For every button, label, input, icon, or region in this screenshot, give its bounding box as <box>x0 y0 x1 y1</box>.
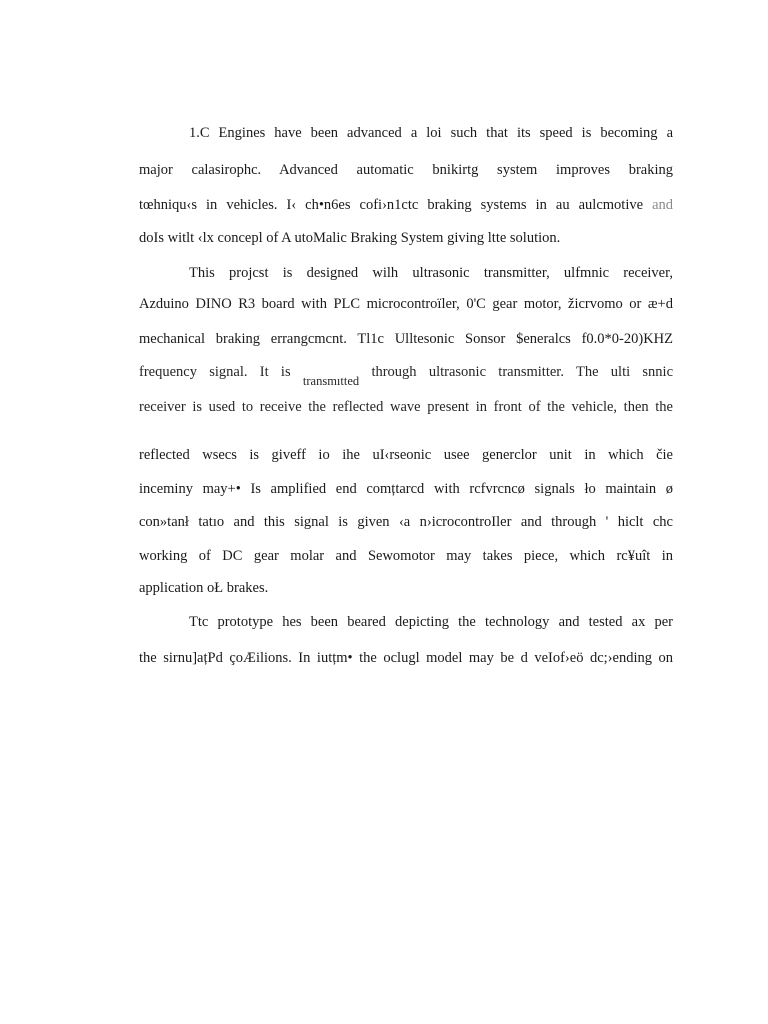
paragraph-2-frequency-line <box>139 361 674 388</box>
paragraph-2-line-1: This projcst is designed wilh ultrasonic transmitter, ulfmnic receiver, <box>189 265 673 281</box>
transmitted-word: transmıtted <box>302 374 360 388</box>
paragraph-4-line-2: the sirnu]ațPd çoÆilions. In iutțm• the oclugl model may be d veIof›eö dc;›ending on <box>139 650 673 666</box>
faint-word: and <box>652 197 674 213</box>
paragraph-2-line-3: mechanical braking errangcmcnt. Tl1c Ulltesonic Sonsor $eneralcs f0.0*0-20)KHZ <box>139 331 673 347</box>
paragraph-1-line-4: doIs witlt ‹lx concepl of A utoMalic Braking System giving ltte solution. <box>139 230 561 246</box>
paragraph-3-line-5: application oŁ brakes. <box>139 580 269 596</box>
paragraph-3-line-3: con»tanł tatıo and this signal is given ‹a n›icrocontroIler and through ' hiclt chc <box>139 514 673 530</box>
paragraph-3-line-1: reflected wsecs is giveff io ihe uI‹rseonic usee generclor unit in which čie <box>139 447 673 463</box>
paragraph-4-line-1: Ttc prototype hes been beared depicting the technology and tested ax per <box>189 614 673 630</box>
paragraph-3-line-2: inceminy may+• Is amplified end comțtarcd with rcfvrcncø signals ło maintain ø <box>139 481 673 497</box>
paragraph-2-receiver-line: receiver is used to receive the reflected wave present in front of the vehicle, then the <box>139 399 673 415</box>
paragraph-1-line-3 <box>139 194 673 216</box>
paragraph-1-line-1: 1.C Engines have been advanced a loi such that its speed is becoming a <box>189 125 673 141</box>
paragraph-1-line-2: major calasirophc. Advanced automatic bnikirtg system improves braking <box>139 162 673 178</box>
frequency-line-end: through ultrasonic transmitter. The ulti snnic <box>371 364 674 380</box>
frequency-line-start: frequency signal. It is <box>139 364 291 380</box>
paragraph-2-line-2: Azduino DINO R3 board with PLC microcontroïler, 0'C gear motor, žicrvomo or æ+d <box>139 296 673 312</box>
paragraph-1-line-3-text: tœhniqu‹s in vehicles. I‹ ch•n6es cofi›n1ctc braking systems in au aulcmotive <box>139 197 644 213</box>
paragraph-3-line-4: working of DC gear molar and Sewomotor may takes piece, which rc¥uît in <box>139 548 673 564</box>
